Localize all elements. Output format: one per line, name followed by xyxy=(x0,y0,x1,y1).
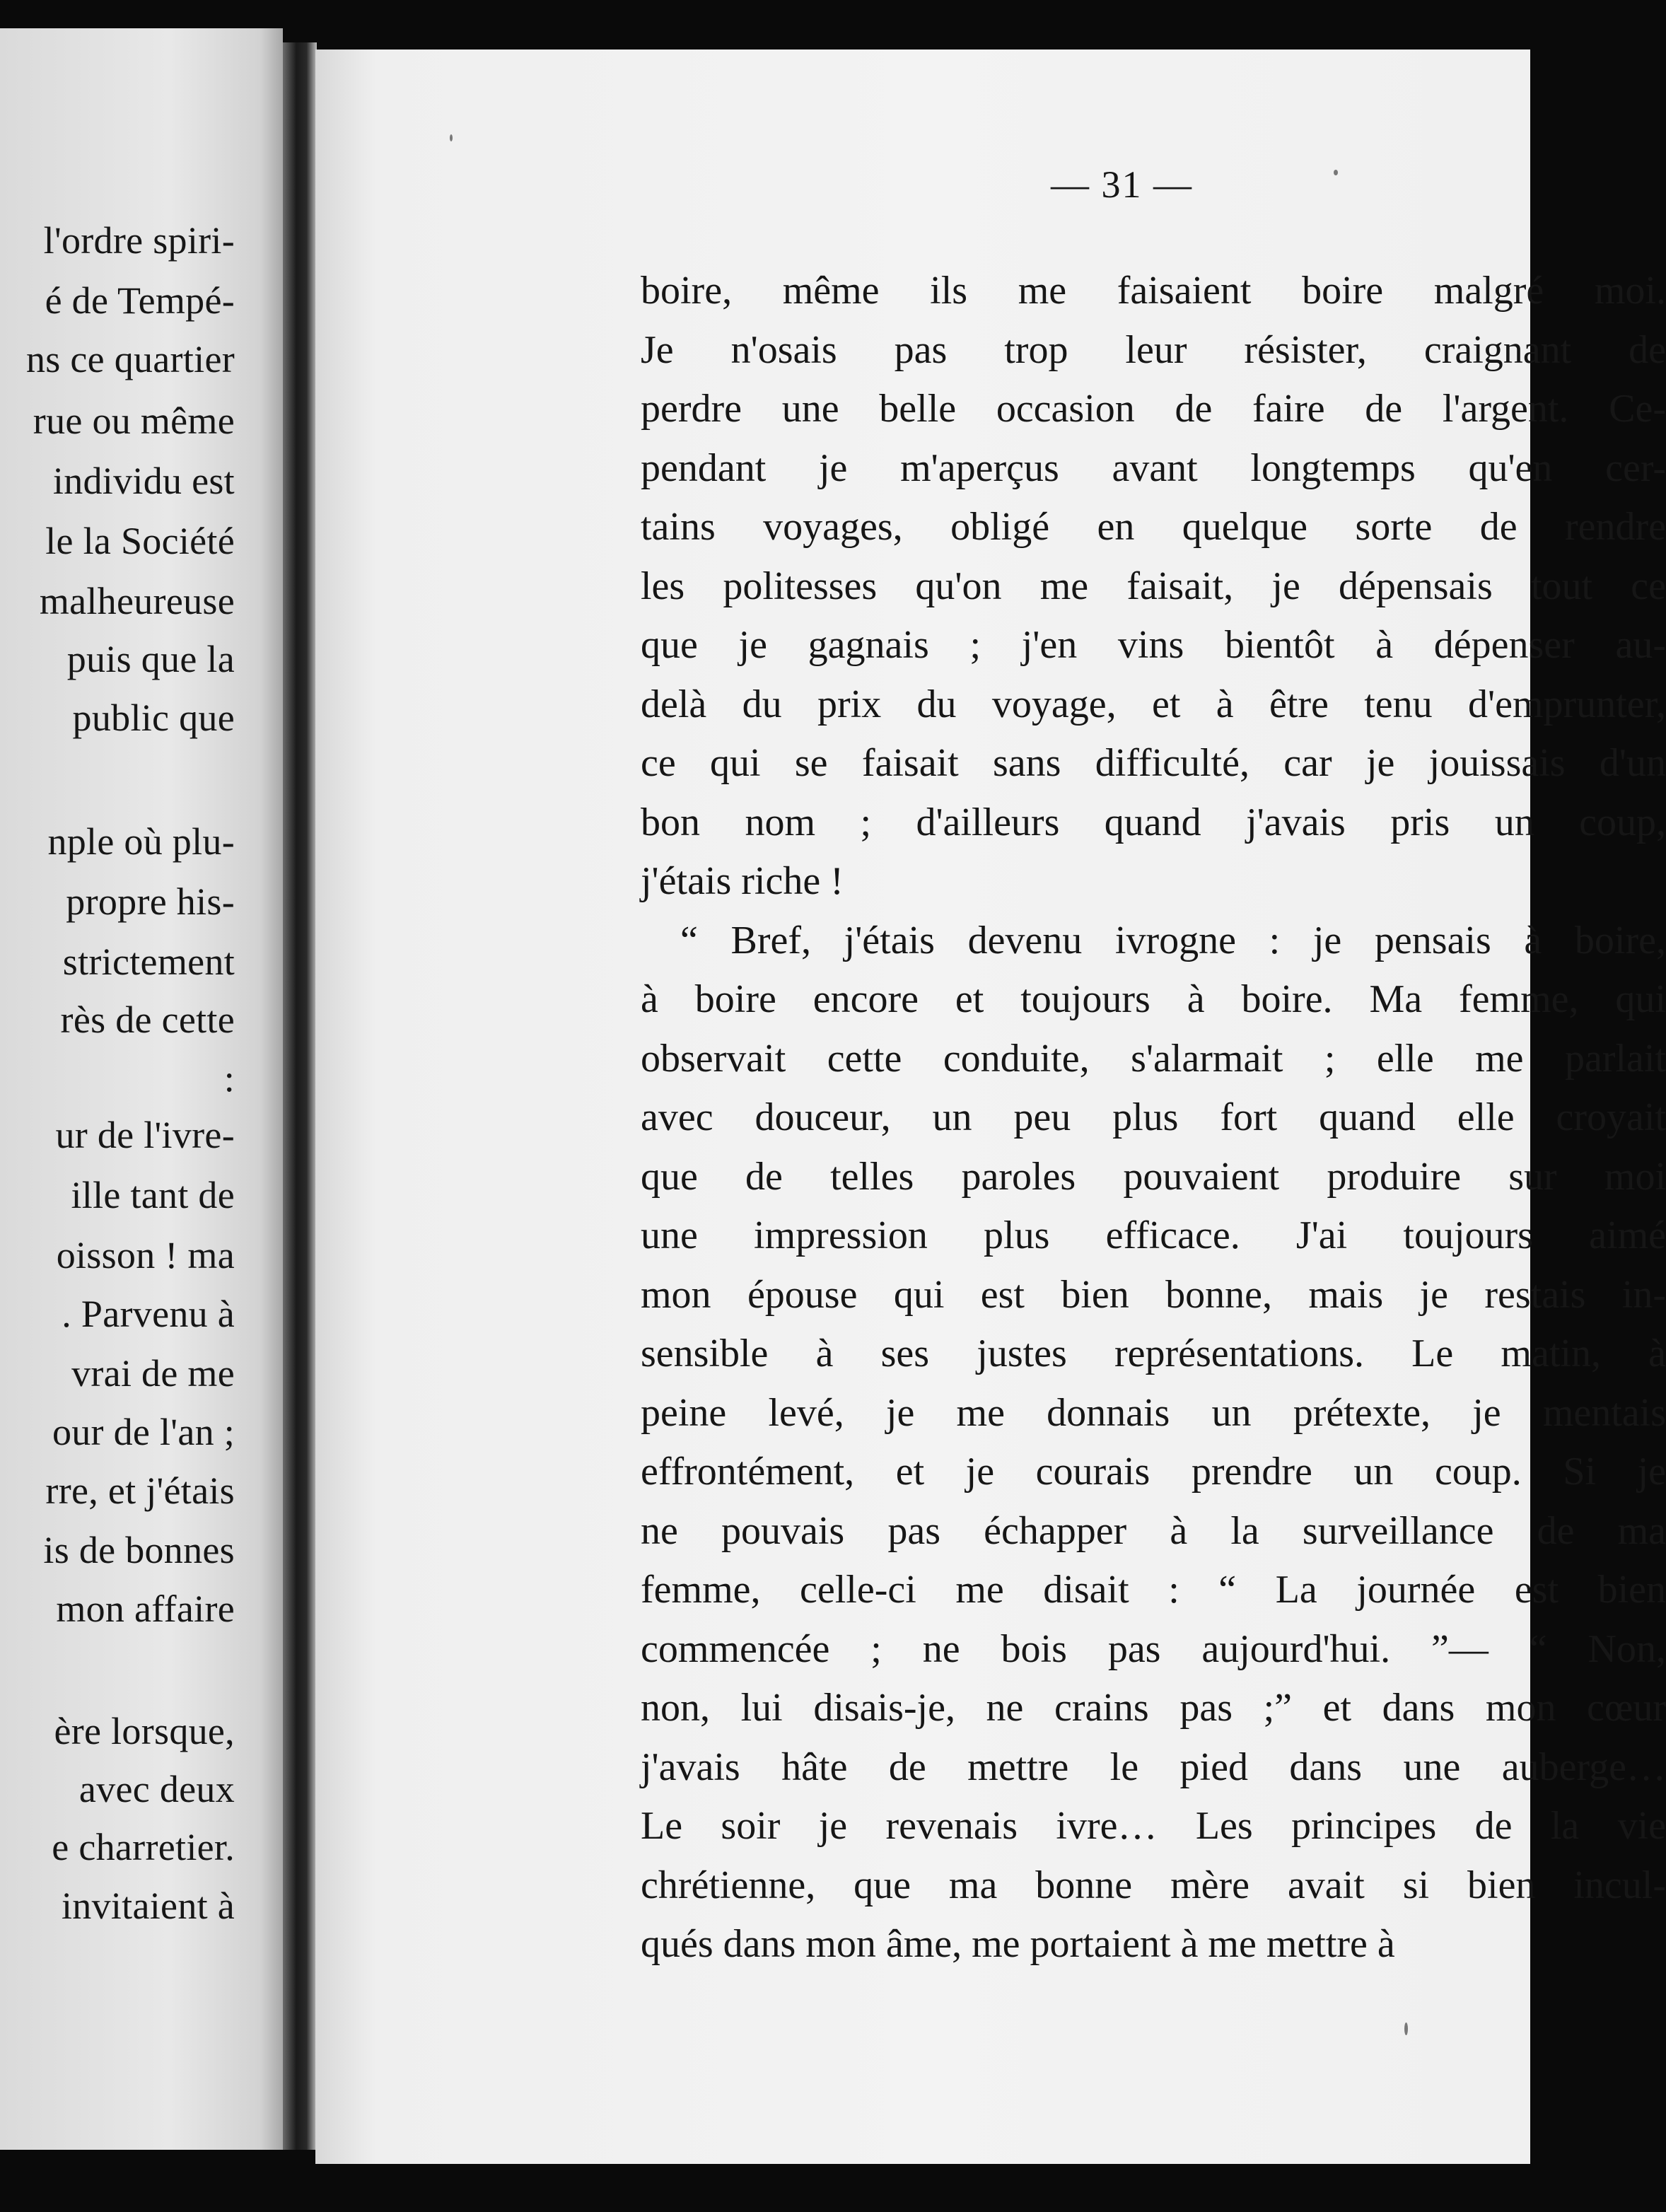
left-page-line: : xyxy=(223,1057,235,1100)
left-page-line: strictement xyxy=(62,941,235,983)
body-text-line: Je n'osais pas trop leur résister, craignant de xyxy=(641,327,1666,372)
left-page-line: ille tant de xyxy=(71,1174,235,1216)
left-page-line: mon affaire xyxy=(56,1588,235,1630)
left-page-line: nple où plu- xyxy=(47,820,235,863)
body-text-line: boire, même ils me faisaient boire malgré moi. xyxy=(641,269,1666,313)
page-number: — 31 — xyxy=(1051,163,1193,206)
body-text-line: bon nom ; d'ailleurs quand j'avais pris un coup, xyxy=(641,800,1666,844)
left-page-line: puis que la xyxy=(66,638,235,680)
left-page-line: propre his- xyxy=(66,880,235,923)
book-gutter xyxy=(283,42,317,2150)
left-page-line: is de bonnes xyxy=(43,1529,235,1571)
left-page-line: rès de cette xyxy=(60,999,235,1041)
left-page-line: . Parvenu à xyxy=(62,1293,235,1335)
body-text-line: les politesses qu'on me faisait, je dépensais tout ce xyxy=(641,564,1666,608)
left-page-line: e charretier. xyxy=(52,1826,235,1868)
body-text xyxy=(641,262,1666,1974)
body-text-line: à boire encore et toujours à boire. Ma femme, qui xyxy=(641,977,1666,1021)
body-text-line: ne pouvais pas échapper à la surveillance de ma xyxy=(641,1508,1666,1553)
body-text-line: peine levé, je me donnais un prétexte, je mentais xyxy=(641,1390,1666,1435)
body-text-line: j'avais hâte de mettre le pied dans une auberge… xyxy=(641,1745,1666,1789)
paper-speck xyxy=(1334,170,1338,175)
body-text-line: chrétienne, que ma bonne mère avait si bien incul- xyxy=(641,1863,1666,1907)
body-text-line: “ Bref, j'étais devenu ivrogne : je pensais à boire, xyxy=(680,918,1666,962)
body-text-line: avec douceur, un peu plus fort quand elle croyait xyxy=(641,1095,1666,1139)
body-text-line: que de telles paroles pouvaient produire sur moi xyxy=(641,1154,1666,1199)
left-page-line: avec deux xyxy=(78,1768,235,1810)
body-text-line: que je gagnais ; j'en vins bientôt à dépenser au- xyxy=(641,623,1666,667)
body-text-line: j'étais riche ! xyxy=(641,859,844,903)
right-page xyxy=(315,50,1666,2164)
left-page-line: malheureuse xyxy=(39,580,235,622)
left-page xyxy=(0,28,283,2150)
left-page-line: ur de l'ivre- xyxy=(55,1114,235,1156)
left-page-line: individu est xyxy=(52,460,235,502)
body-text-line: Le soir je revenais ivre… Les principes de la vie xyxy=(641,1804,1666,1848)
body-text-line: qués dans mon âme, me portaient à me mettre à xyxy=(641,1922,1395,1966)
body-text-line: tains voyages, obligé en quelque sorte de rendre xyxy=(641,505,1666,549)
body-text-line: effrontément, et je courais prendre un coup. Si je xyxy=(641,1450,1666,1494)
left-page-line: public que xyxy=(72,697,235,739)
paper-speck xyxy=(1404,2022,1408,2035)
body-text-line: observait cette conduite, s'alarmait ; elle me parlait xyxy=(641,1036,1666,1081)
body-text-line: perdre une belle occasion de faire de l'argent. Ce- xyxy=(641,387,1666,431)
left-page-line: é de Tempé- xyxy=(45,279,235,322)
body-text-line: sensible à ses justes représentations. Le matin, à xyxy=(641,1332,1666,1375)
left-page-line: vrai de me xyxy=(71,1352,235,1395)
left-page-line: our de l'an ; xyxy=(52,1411,235,1453)
body-text-line: une impression plus efficace. J'ai toujours aimé xyxy=(641,1213,1666,1257)
body-text-line: non, lui disais-je, ne crains pas ;” et dans mon cœur xyxy=(641,1686,1666,1730)
body-text-line: ce qui se faisait sans difficulté, car je jouissais d'un xyxy=(641,741,1666,785)
left-page-line: ère lorsque, xyxy=(54,1710,235,1752)
body-text-line: mon épouse qui est bien bonne, mais je restais in- xyxy=(641,1272,1666,1317)
left-page-line: ns ce quartier xyxy=(25,338,235,380)
left-page-line: le la Société xyxy=(45,520,235,562)
left-page-line: rre, et j'étais xyxy=(45,1469,235,1512)
left-page-line: rue ou même xyxy=(33,400,235,442)
left-page-line: invitaient à xyxy=(61,1885,235,1927)
body-text-line: commencée ; ne bois pas aujourd'hui. ”— “ Non, xyxy=(641,1626,1666,1671)
paper-speck xyxy=(450,134,453,141)
left-page-line: l'ordre spiri- xyxy=(43,219,235,262)
body-text-line: femme, celle-ci me disait : “ La journée est bien xyxy=(641,1568,1666,1612)
body-text-line: delà du prix du voyage, et à être tenu d'emprunter, xyxy=(641,682,1666,726)
left-page-line: oisson ! ma xyxy=(56,1234,235,1276)
body-text-line: pendant je m'aperçus avant longtemps qu'en cer- xyxy=(641,446,1666,490)
